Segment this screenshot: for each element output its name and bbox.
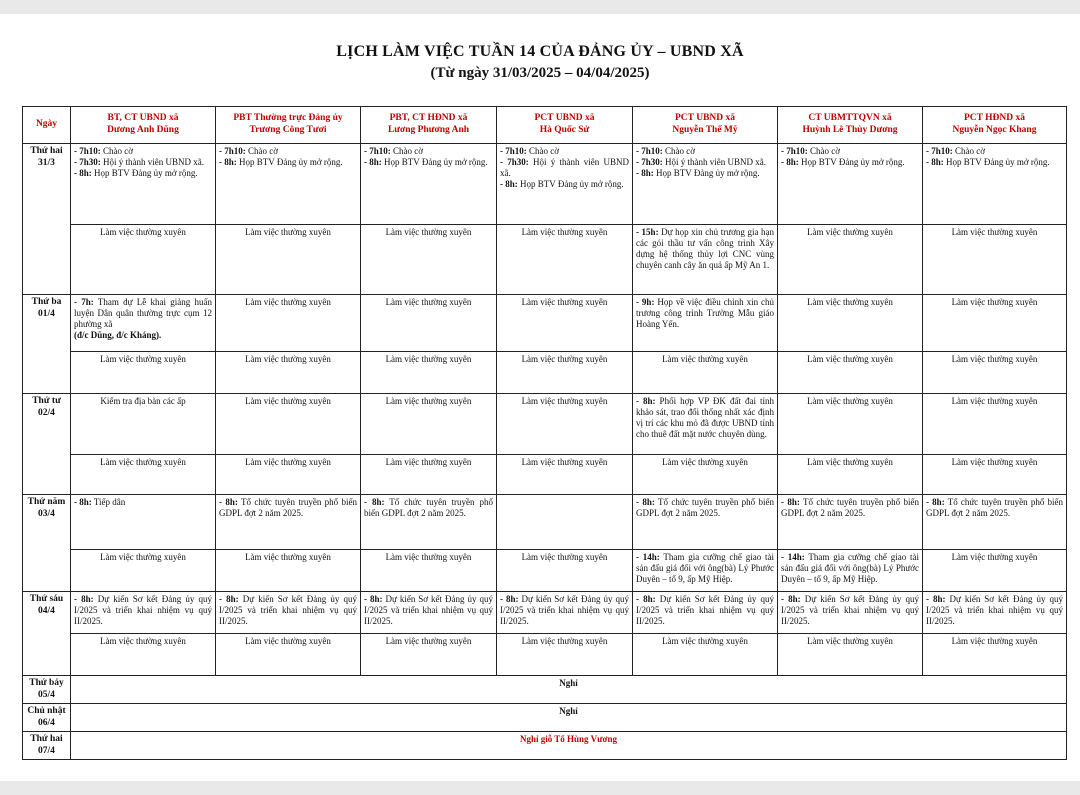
activity-item: - 8h: Họp BTV Đảng ủy mở rộng. <box>781 156 905 167</box>
day-name: Thứ hai <box>30 146 63 156</box>
activity-item: - 7h10: Chào cờ <box>636 146 696 156</box>
schedule-cell <box>778 495 923 550</box>
schedule-cell <box>633 495 778 550</box>
day-name: Chủ nhật <box>27 706 66 717</box>
day-cell <box>23 704 71 732</box>
schedule-cell <box>633 394 778 455</box>
activity-time: (đ/c Dũng, đ/c Kháng). <box>74 329 162 340</box>
schedule-cell <box>923 592 1067 634</box>
activity-time: - 8h: <box>219 497 238 507</box>
day-cell <box>23 394 71 495</box>
activity-item: - 7h30: Hội ý thành viên UBND xã. <box>636 156 766 167</box>
schedule-cell: Làm việc thường xuyên <box>71 455 216 495</box>
schedule-cell: Làm việc thường xuyên <box>216 352 361 394</box>
header-title: PBT, CT HĐND xã <box>389 113 468 124</box>
header-name: Nguyễn Thế Mỹ <box>672 125 738 135</box>
activity-time: - 8h: <box>926 594 946 604</box>
activity-item: - 8h: Tổ chức tuyên truyền phổ biến GDPL đợt 2 năm 2025. <box>636 497 775 518</box>
activity-time: - 7h10: <box>74 146 101 156</box>
header-official <box>923 107 1067 144</box>
activity-item: - 14h: Tham gia cưỡng chế giao tài sản đấu giá đối với ông(bà) Lý Phước Duyên – tổ 9, ấp Mỹ Hiệp. <box>636 552 775 584</box>
schedule-cell: Làm việc thường xuyên <box>361 352 497 394</box>
day-cell <box>23 732 71 760</box>
activity-item: - 8h: Dự kiến Sơ kết Đảng ủy quý I/2025 và triển khai nhiệm vụ quý II/2025. <box>219 594 357 626</box>
activity-time: - 7h30: <box>500 156 529 167</box>
activity-time: - 8h: <box>926 156 944 167</box>
schedule-cell: Làm việc thường xuyên <box>497 550 633 592</box>
schedule-cell: Kiểm tra địa bàn các ấp <box>71 394 216 455</box>
header-name: Huỳnh Lê Thùy Dương <box>802 125 898 135</box>
schedule-row <box>23 295 1067 352</box>
schedule-cell <box>361 592 497 634</box>
activity-item: - 8h: Họp BTV Đảng ủy mở rộng. <box>926 156 1050 167</box>
schedule-cell: Làm việc thường xuyên <box>923 225 1067 295</box>
activity-time: - 8h: <box>781 156 799 167</box>
activity-item <box>74 330 212 341</box>
activity-time: - 8h: <box>500 594 519 604</box>
schedule-row <box>23 634 1067 676</box>
activity-item: - 7h30: Hội ý thành viên UBND xã. <box>74 156 204 167</box>
activity-time: - 14h: <box>781 552 805 562</box>
weekend-note: Nghỉ <box>71 676 1067 704</box>
schedule-row <box>23 495 1067 550</box>
activity-item: - 8h: Dự kiến Sơ kết Đảng ủy quý I/2025 và triển khai nhiệm vụ quý II/2025. <box>364 594 493 626</box>
activity-item: - 7h10: Chào cờ <box>926 146 986 156</box>
activity-time: - 7h10: <box>926 146 953 156</box>
schedule-cell: Làm việc thường xuyên <box>361 455 497 495</box>
schedule-cell: Làm việc thường xuyên <box>923 394 1067 455</box>
schedule-cell: Làm việc thường xuyên <box>923 352 1067 394</box>
schedule-cell <box>71 295 216 352</box>
day-date: 06/4 <box>38 717 55 728</box>
schedule-row <box>23 225 1067 295</box>
activity-time: - 7h10: <box>781 146 808 156</box>
day-name: Thứ ba <box>31 297 62 307</box>
schedule-cell: Làm việc thường xuyên <box>633 634 778 676</box>
header-name: Trương Công Tươi <box>249 125 327 135</box>
activity-time: - 7h10: <box>500 146 527 156</box>
document-page <box>0 14 1080 781</box>
schedule-cell: Làm việc thường xuyên <box>778 352 923 394</box>
day-date: 01/4 <box>38 308 55 319</box>
schedule-cell: Làm việc thường xuyên <box>216 634 361 676</box>
schedule-cell <box>216 592 361 634</box>
header-name: Hà Quốc Sử <box>539 125 590 135</box>
activity-item: - 7h10: Chào cờ <box>500 146 560 156</box>
schedule-cell: Làm việc thường xuyên <box>778 455 923 495</box>
activity-item: - 7h10: Chào cờ <box>781 146 841 156</box>
activity-time: - 8h: <box>219 594 239 604</box>
activity-item: - 7h10: Chào cờ <box>74 146 134 156</box>
activity-time: - 8h: <box>500 178 518 189</box>
day-date: 04/4 <box>38 605 55 616</box>
schedule-cell <box>633 225 778 295</box>
schedule-cell: Làm việc thường xuyên <box>497 634 633 676</box>
schedule-cell <box>361 144 497 225</box>
schedule-row <box>23 144 1067 225</box>
schedule-cell: Làm việc thường xuyên <box>361 295 497 352</box>
activity-time: - 8h: <box>219 156 237 167</box>
schedule-cell: Làm việc thường xuyên <box>923 455 1067 495</box>
schedule-cell <box>923 495 1067 550</box>
header-title: PCT UBND xã <box>675 113 735 124</box>
schedule-cell <box>497 495 633 550</box>
weekend-note: Nghỉ <box>71 704 1067 732</box>
activity-time: - 7h30: <box>74 156 101 167</box>
schedule-cell <box>923 144 1067 225</box>
activity-time: - 8h: <box>364 594 383 604</box>
activity-time: - 8h: <box>364 156 382 167</box>
activity-item: - 8h: Dự kiến Sơ kết Đảng ủy quý I/2025 và triển khai nhiệm vụ quý II/2025. <box>500 594 629 626</box>
activity-item: - 8h: Dự kiến Sơ kết Đảng ủy quý I/2025 và triển khai nhiệm vụ quý II/2025. <box>636 594 774 626</box>
schedule-cell: Làm việc thường xuyên <box>71 225 216 295</box>
activity-item: - 14h: Tham gia cưỡng chế giao tài sản đấu giá đối với ông(bà) Lý Phước Duyên – tổ 9, ấp Mỹ Hiệp. <box>781 552 920 584</box>
header-name: Dương Anh Dũng <box>107 125 179 135</box>
schedule-cell <box>71 592 216 634</box>
schedule-cell <box>633 592 778 634</box>
activity-time: - 8h: <box>781 594 801 604</box>
schedule-cell <box>778 592 923 634</box>
schedule-cell: Làm việc thường xuyên <box>497 225 633 295</box>
schedule-cell <box>71 495 216 550</box>
activity-time: - 8h: <box>74 594 94 604</box>
schedule-cell <box>497 144 633 225</box>
activity-item: - 8h: Tổ chức tuyên truyền phổ biến GDPL đợt 2 năm 2025. <box>926 497 1063 518</box>
activity-item: - 8h: Dự kiến Sơ kết Đảng ủy quý I/2025 và triển khai nhiệm vụ quý II/2025. <box>926 594 1063 626</box>
activity-time: - 7h30: <box>636 156 663 167</box>
header-title: Ngày <box>35 119 58 130</box>
header-official <box>361 107 497 144</box>
activity-time: - 8h: <box>74 167 92 178</box>
schedule-cell: Làm việc thường xuyên <box>71 550 216 592</box>
schedule-row <box>23 352 1067 394</box>
activity-time: - 8h: <box>636 497 655 507</box>
activity-item: - 8h: Tổ chức tuyên truyền phổ biến GDPL đợt 2 năm 2025. <box>781 497 920 518</box>
header-official <box>71 107 216 144</box>
schedule-cell <box>633 550 778 592</box>
activity-time: - 8h: <box>636 396 656 406</box>
schedule-cell: Làm việc thường xuyên <box>778 634 923 676</box>
activity-item: - 8h: Phối hợp VP ĐK đất đai tỉnh khảo sát, trao đổi thống nhất xác định vị trí các khu mỏ đã được UBND tỉnh cho thuê đất mặt nước chuyên dùng. <box>636 396 774 439</box>
schedule-body <box>23 144 1067 760</box>
activity-time: - 9h: <box>636 297 655 307</box>
schedule-cell: Làm việc thường xuyên <box>497 455 633 495</box>
day-date: 07/4 <box>38 745 55 756</box>
schedule-cell <box>778 144 923 225</box>
day-name: Thứ hai <box>30 734 63 745</box>
day-cell <box>23 592 71 676</box>
header-title: CT UBMTTQVN xã <box>808 113 892 124</box>
activity-item: - 8h: Dự kiến Sơ kết Đảng ủy quý I/2025 và triển khai nhiệm vụ quý II/2025. <box>74 594 212 626</box>
day-name: Thứ sáu <box>29 594 64 604</box>
day-name: Thứ bảy <box>29 678 64 688</box>
activity-item: - 7h: Tham dự Lễ khai giảng huấn luyện Dân quân thường trực cụm 12 phường xã <box>74 297 213 329</box>
schedule-cell: Làm việc thường xuyên <box>923 550 1067 592</box>
schedule-cell <box>778 550 923 592</box>
schedule-cell: Làm việc thường xuyên <box>633 352 778 394</box>
activity-item: - 8h: Tổ chức tuyên truyền phổ biến GDPL đợt 2 năm 2025. <box>364 497 493 518</box>
document-subtitle: (Từ ngày 31/03/2025 – 04/04/2025) <box>430 65 650 81</box>
header-title: BT, CT UBND xã <box>107 113 179 124</box>
weekend-row <box>23 732 1067 760</box>
day-cell <box>23 144 71 295</box>
weekend-row <box>23 676 1067 704</box>
activity-time: - 8h: <box>781 497 800 507</box>
schedule-cell: Làm việc thường xuyên <box>216 295 361 352</box>
header-official <box>216 107 361 144</box>
schedule-cell <box>633 144 778 225</box>
activity-time: - 7h10: <box>364 146 391 156</box>
weekend-row <box>23 704 1067 732</box>
header-title: PCT HĐND xã <box>963 113 1026 124</box>
schedule-cell: Làm việc thường xuyên <box>361 225 497 295</box>
schedule-cell <box>216 495 361 550</box>
activity-item: - 7h30: Hội ý thành viên UBND xã. <box>500 156 629 178</box>
activity-time: - 7h10: <box>636 146 663 156</box>
schedule-cell <box>216 144 361 225</box>
activity-item: - 8h: Tổ chức tuyên truyền phổ biến GDPL đợt 2 năm 2025. <box>219 497 358 518</box>
schedule-cell <box>71 144 216 225</box>
schedule-cell: Làm việc thường xuyên <box>923 295 1067 352</box>
day-date: 31/3 <box>38 157 55 168</box>
activity-time: - 8h: <box>74 497 92 507</box>
day-cell <box>23 295 71 394</box>
day-date: 03/4 <box>38 508 55 519</box>
schedule-cell: Làm việc thường xuyên <box>361 394 497 455</box>
schedule-row <box>23 455 1067 495</box>
schedule-cell: Làm việc thường xuyên <box>216 455 361 495</box>
activity-time: - 8h: <box>636 167 654 178</box>
weekend-note: Nghỉ giỗ Tổ Hùng Vương <box>71 732 1067 760</box>
activity-time: - 14h: <box>636 552 660 562</box>
header-official <box>778 107 923 144</box>
activity-item: - 8h: Tiếp dân <box>74 497 126 507</box>
activity-item: - 8h: Họp BTV Đảng ủy mở rộng. <box>636 167 760 178</box>
header-official <box>633 107 778 144</box>
schedule-cell: Làm việc thường xuyên <box>778 225 923 295</box>
schedule-cell <box>497 592 633 634</box>
schedule-row <box>23 550 1067 592</box>
day-cell <box>23 495 71 592</box>
schedule-cell: Làm việc thường xuyên <box>71 634 216 676</box>
schedule-cell: Làm việc thường xuyên <box>216 550 361 592</box>
activity-item: - 9h: Họp về việc điều chỉnh xin chủ trương công trình Trường Mẫu giáo Hoàng Yến. <box>636 297 774 329</box>
schedule-cell: Làm việc thường xuyên <box>778 394 923 455</box>
schedule-row <box>23 592 1067 634</box>
day-date: 05/4 <box>38 689 55 700</box>
header-name: Lương Phương Anh <box>387 125 470 135</box>
activity-time: - 15h: <box>636 227 659 237</box>
day-cell <box>23 676 71 704</box>
schedule-cell: Làm việc thường xuyên <box>497 295 633 352</box>
activity-item: - 8h: Họp BTV Đảng ủy mở rộng. <box>74 167 198 178</box>
activity-item: - 8h: Họp BTV Đảng ủy mở rộng. <box>500 178 624 189</box>
day-name: Thứ năm <box>27 497 66 507</box>
document-title: LỊCH LÀM VIỆC TUẦN 14 CỦA ĐẢNG ỦY – UBND XÃ <box>336 43 744 60</box>
schedule-cell: Làm việc thường xuyên <box>71 352 216 394</box>
schedule-cell: Làm việc thường xuyên <box>216 225 361 295</box>
activity-time: - 8h: <box>636 594 656 604</box>
schedule-cell: Làm việc thường xuyên <box>216 394 361 455</box>
header-official <box>497 107 633 144</box>
schedule-cell <box>361 495 497 550</box>
header-title: PCT UBND xã <box>534 113 595 124</box>
activity-time: - 8h: <box>364 497 385 507</box>
activity-item: - 7h10: Chào cờ <box>364 146 424 156</box>
activity-item: - 8h: Dự kiến Sơ kết Đảng ủy quý I/2025 và triển khai nhiệm vụ quý II/2025. <box>781 594 919 626</box>
header-title: PBT Thường trực Đảng ủy <box>233 113 343 124</box>
activity-time: - 8h: <box>926 497 945 507</box>
schedule-cell: Làm việc thường xuyên <box>497 394 633 455</box>
day-name: Thứ tư <box>32 396 61 406</box>
schedule-cell <box>633 295 778 352</box>
schedule-cell: Làm việc thường xuyên <box>923 634 1067 676</box>
schedule-cell: Làm việc thường xuyên <box>361 550 497 592</box>
schedule-cell: Làm việc thường xuyên <box>633 455 778 495</box>
activity-time: - 7h10: <box>219 146 246 156</box>
schedule-cell: Làm việc thường xuyên <box>361 634 497 676</box>
day-date: 02/4 <box>38 407 55 418</box>
schedule-table <box>22 106 1067 760</box>
schedule-cell: Làm việc thường xuyên <box>497 352 633 394</box>
activity-item: - 8h: Họp BTV Đảng ủy mở rộng. <box>364 156 488 167</box>
schedule-cell: Làm việc thường xuyên <box>778 295 923 352</box>
header-name: Nguyễn Ngọc Khang <box>952 125 1037 135</box>
header-day <box>23 107 71 144</box>
activity-item: - 8h: Họp BTV Đảng ủy mở rộng. <box>219 156 343 167</box>
activity-item: - 7h10: Chào cờ <box>219 146 279 156</box>
header-row <box>23 107 1067 144</box>
activity-time: - 7h: <box>74 297 94 307</box>
schedule-row <box>23 394 1067 455</box>
activity-item: - 15h: Dự họp xin chủ trương gia hạn các gói thầu tư vấn công trình Xây dựng hệ thống thủy lợi CNC vùng chuyên canh cây ăn quả ấp Mỹ An 1. <box>636 227 774 270</box>
